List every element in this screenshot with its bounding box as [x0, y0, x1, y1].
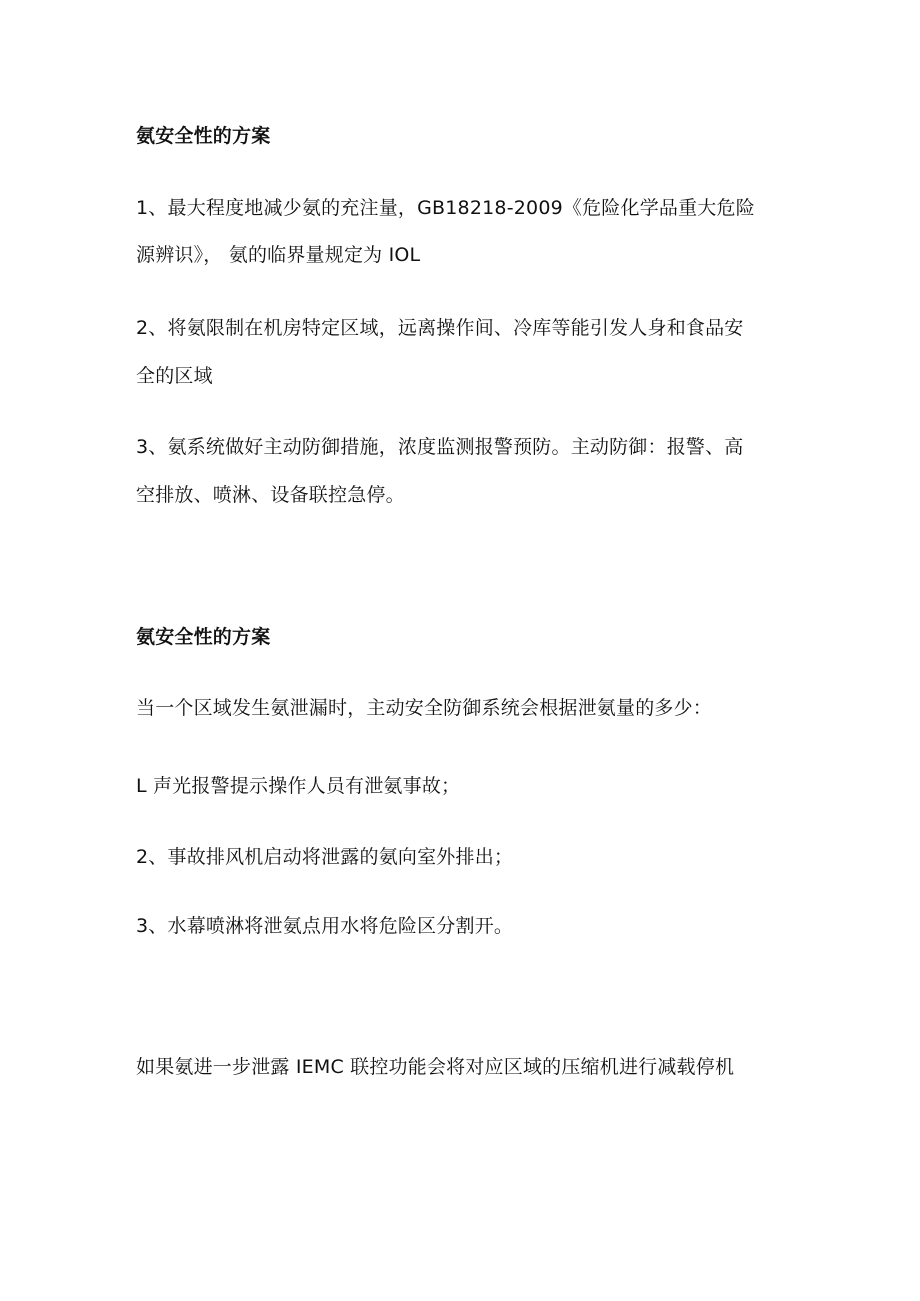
section3-text: 如果氨进一步泄露 IEMC 联控功能会将对应区域的压缩机进行减载停机 [136, 1056, 735, 1078]
section1-item1-line1: 1、最大程度地减少氨的充注量，GB18218-2009《危险化学品重大危险 [136, 197, 755, 219]
section1-item2-line1: 2、将氨限制在机房特定区域，远离操作间、冷库等能引发人身和食品安 [136, 317, 744, 339]
section1-item2-line2: 全的区域 [136, 365, 213, 387]
section2-item2: 2、事故排风机启动将泄露的氨向室外排出； [136, 846, 514, 868]
section2-heading: 氨安全性的方案 [136, 626, 271, 648]
section1-item1-line2: 源辨识》， 氨的临界量规定为 IOL [136, 244, 421, 266]
section2-intro: 当一个区域发生氨泄漏时，主动安全防御系统会根据泄氨量的多少： [136, 697, 713, 719]
section2-item1: L 声光报警提示操作人员有泄氨事故； [136, 775, 461, 797]
section2-item3: 3、水幕喷淋将泄氨点用水将危险区分割开。 [136, 915, 514, 937]
section1-heading: 氨安全性的方案 [136, 125, 271, 147]
section1-item3-line2: 空排放、喷淋、设备联控急停。 [136, 484, 405, 506]
section1-item3-line1: 3、氨系统做好主动防御措施，浓度监测报警预防。主动防御：报警、高 [136, 436, 744, 458]
